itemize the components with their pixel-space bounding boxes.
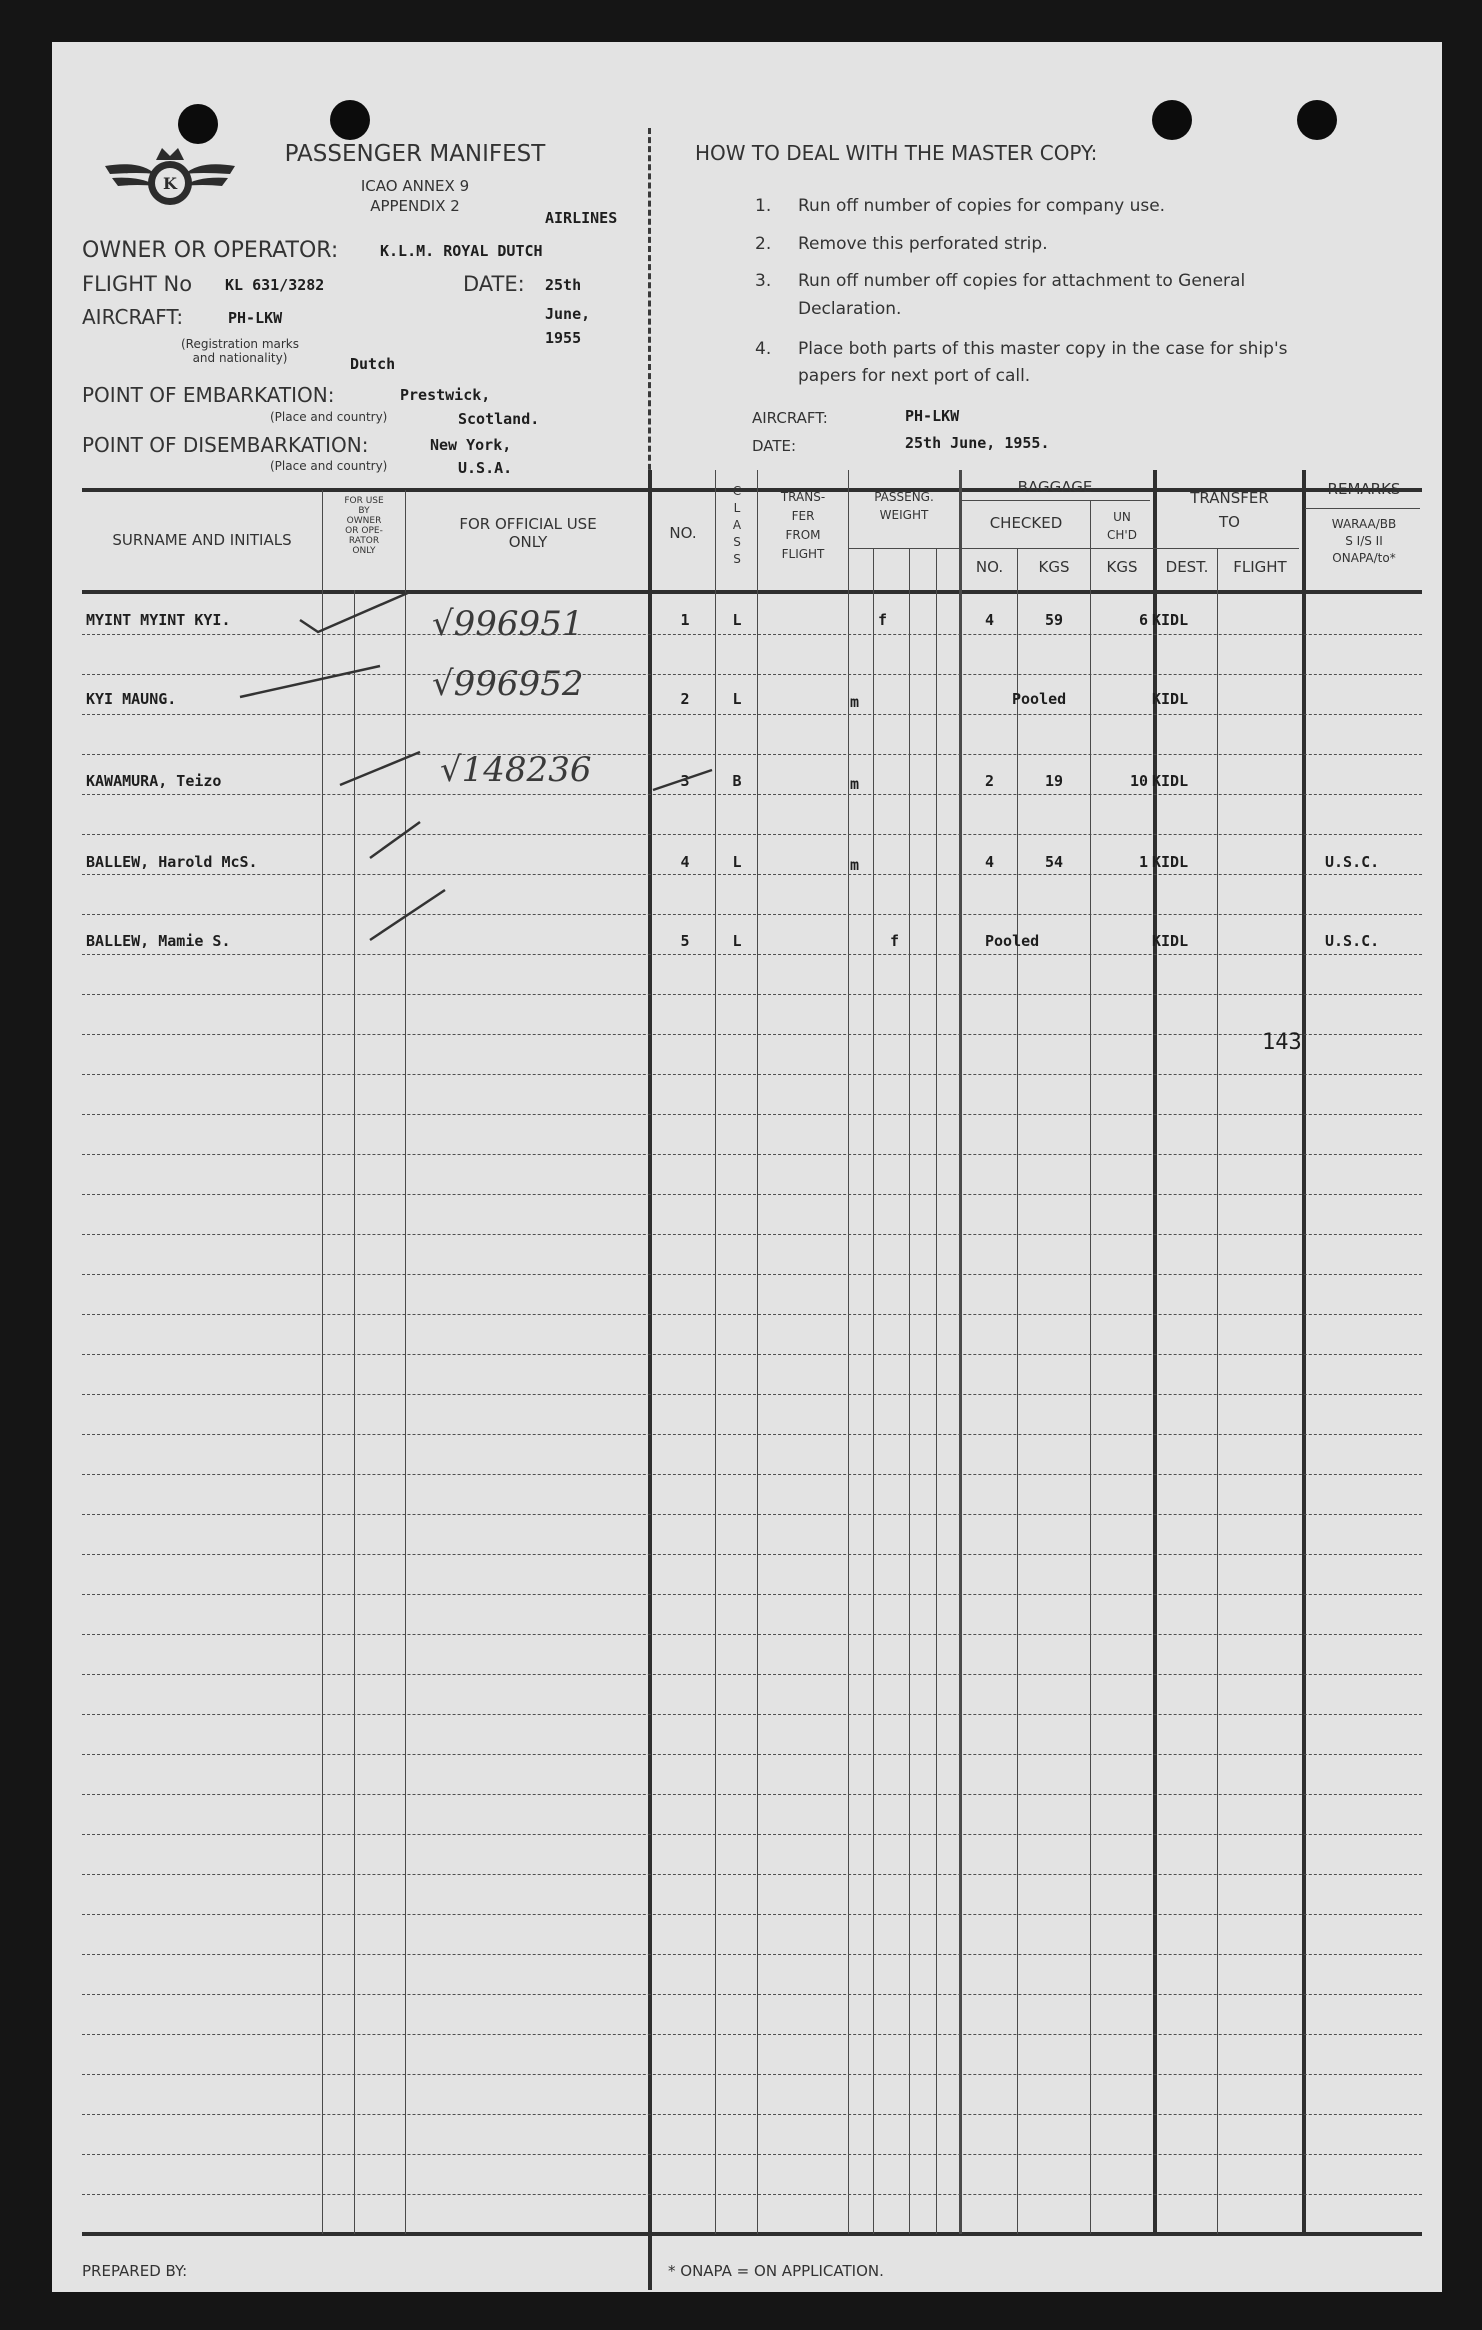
row-rule [82,1914,1422,1915]
aircraft-value: PH-LKW [228,309,283,327]
col-for-use-line: OWNER [346,516,382,526]
passenger-no: 3 [680,772,690,790]
row-rule [82,2114,1422,2115]
instruction-text: Remove this perforated strip. [798,234,1048,254]
instruction-number: 1. [755,196,772,216]
row-rule [82,1114,1422,1115]
row-rule [82,1634,1422,1635]
row-rule [82,2154,1422,2155]
transfer-dest: KIDL [1152,853,1189,871]
row-rule [82,1714,1422,1715]
registration-note-line: (Registration marks [180,337,300,351]
passenger-name: BALLEW, Harold McS. [86,853,258,871]
col-transfer-from-line: FROM [785,528,821,542]
row-rule [82,1074,1422,1075]
baggage-pooled: Pooled [985,932,1040,950]
col-no: NO. [669,524,697,542]
instruction-number: 2. [755,234,772,254]
col-baggage: BAGGAGE [1017,478,1093,496]
instructions-title: HOW TO DEAL WITH THE MASTER COPY: [695,141,1098,165]
transfer-dest: KIDL [1152,690,1189,708]
passenger-class: L [732,853,742,871]
row-rule [82,1234,1422,1235]
col-unchd-line: CH'D [1107,528,1137,542]
date-value-2: June, [545,305,591,323]
passenger-class: L [732,690,742,708]
registration-note-line: and nationality) [192,351,288,365]
col-checked: CHECKED [989,514,1063,532]
date-value-3: 1955 [545,329,582,347]
row-rule [82,1954,1422,1955]
row-rule [82,1474,1422,1475]
col-class-letter: A [732,518,742,532]
right-aircraft-value: PH-LKW [905,407,960,425]
owner-value-2: AIRLINES [545,209,618,227]
col-surname: SURNAME AND INITIALS [112,531,292,549]
passenger-name: KAWAMURA, Teizo [86,772,222,790]
official-number: √996951 [432,604,584,644]
passenger-no: 5 [680,932,690,950]
bag-no: 4 [984,611,995,629]
col-class-letter: S [733,535,741,549]
transfer-dest: KIDL [1152,932,1189,950]
col-unchd-kgs: KGS [1106,558,1138,576]
row-rule [82,1194,1422,1195]
col-flight: FLIGHT [1233,558,1287,576]
col-official-line: ONLY [508,533,548,551]
embarkation-value: Prestwick, [400,386,491,404]
passenger-no: 4 [680,853,690,871]
col-for-use-line: OR OPE- [345,526,383,536]
official-number: √148236 [440,750,592,790]
row-rule [82,2034,1422,2035]
flight-value: KL 631/3282 [225,276,325,294]
row-rule [82,1754,1422,1755]
col-official-line: FOR OFFICIAL USE [459,515,597,533]
instruction-text-continued: papers for next port of call. [798,366,1031,386]
col-remarks-sub-line: WARAA/BB [1331,517,1397,531]
remarks-value: U.S.C. [1325,853,1380,871]
passenger-class: B [732,772,742,790]
svg-text:K: K [163,174,177,193]
icao-annex: ICAO ANNEX 9 [360,177,470,195]
col-bag-no: NO. [975,558,1004,576]
bag-kgs: 59 [1044,611,1064,629]
col-remarks-sub-line: S I/S II [1345,534,1383,548]
col-remarks-sub-line: ONAPA/to* [1332,551,1396,565]
row-rule [82,1514,1422,1515]
col-class-letter: C [732,484,742,498]
row-rule [82,1674,1422,1675]
remarks-value: U.S.C. [1325,932,1380,950]
page-annotation-number: 143 [1262,1030,1302,1055]
appendix: APPENDIX 2 [370,197,460,215]
passenger-weight: m [850,693,860,711]
col-remarks: REMARKS [1327,480,1401,498]
disembarkation-country: U.S.A. [458,459,513,477]
col-unchd-line: UN [1113,510,1131,524]
owner-value: K.L.M. ROYAL DUTCH [380,242,543,260]
col-transfer-to-line: TRANSFER [1190,489,1269,507]
col-dest: DEST. [1165,558,1209,576]
bag-kgs: 54 [1044,853,1064,871]
row-rule [82,2194,1422,2195]
onapa-note: * ONAPA = ON APPLICATION. [668,2262,884,2280]
instruction-text: Run off number of copies for company use. [798,196,1166,216]
instruction-number: 3. [755,271,772,291]
passenger-name: MYINT MYINT KYI. [86,611,231,629]
row-rule [82,1594,1422,1595]
instruction-text-continued: Declaration. [798,299,902,319]
nationality-value: Dutch [350,355,396,373]
row-rule [82,1354,1422,1355]
embarkation-label: POINT OF EMBARKATION: [82,383,335,407]
col-passeng-line: WEIGHT [879,508,929,522]
col-for-use-line: BY [358,506,370,516]
unchd-kgs: 10 [1129,772,1148,790]
row-rule [82,1154,1422,1155]
col-passeng-line: PASSENG. [874,490,934,504]
col-bag-kgs: KGS [1038,558,1070,576]
row-rule [82,1794,1422,1795]
passenger-name: BALLEW, Mamie S. [86,932,231,950]
baggage-pooled: Pooled [1012,690,1067,708]
handwritten-tick-marks [0,0,1482,1000]
passenger-weight: f [890,932,900,950]
passenger-class: L [732,932,742,950]
row-rule [82,1394,1422,1395]
row-rule [82,2074,1422,2075]
col-transfer-from-line: FLIGHT [781,547,825,561]
row-rule [82,1034,1422,1035]
aircraft-label: AIRCRAFT: [82,305,184,329]
row-rule [82,1874,1422,1875]
unchd-kgs: 6 [1138,611,1148,629]
row-rule [82,1314,1422,1315]
col-transfer-to-line: TO [1219,513,1240,531]
flight-label: FLIGHT No [82,272,193,296]
unchd-kgs: 1 [1138,853,1148,871]
col-transfer-from-line: TRANS- [780,490,826,504]
row-rule [82,1554,1422,1555]
passenger-weight: m [850,856,860,874]
passenger-weight: f [878,611,888,629]
place-country-note: (Place and country) [270,459,388,473]
col-transfer-from-line: FER [791,509,815,523]
manifest-title: PASSENGER MANIFEST [284,141,546,167]
right-aircraft-label: AIRCRAFT: [752,409,828,427]
date-value-1: 25th [545,276,582,294]
transfer-dest: KIDL [1152,611,1189,629]
official-number: √996952 [432,664,584,704]
place-country-note: (Place and country) [270,410,388,424]
col-for-use-line: RATOR [348,536,380,546]
right-date-label: DATE: [752,437,797,455]
bag-kgs: 19 [1044,772,1064,790]
passenger-weight: m [850,775,860,793]
disembarkation-value: New York, [430,436,512,454]
instruction-number: 4. [755,339,772,359]
bag-no: 4 [984,853,995,871]
passenger-no: 2 [680,690,690,708]
row-rule [82,1434,1422,1435]
passenger-name: KYI MAUNG. [86,690,177,708]
owner-label: OWNER OR OPERATOR: [82,238,339,263]
prepared-by-label: PREPARED BY: [82,2262,188,2280]
col-for-use-line: ONLY [352,546,376,556]
passenger-class: L [732,611,742,629]
right-date-value: 25th June, 1955. [905,434,1050,452]
instruction-text: Place both parts of this master copy in the case for ship's [798,339,1288,359]
col-for-use-line: FOR USE [344,496,384,506]
instruction-text: Run off number off copies for attachment to General [798,271,1246,291]
disembarkation-label: POINT OF DISEMBARKATION: [82,433,369,457]
date-label: DATE: [463,272,525,296]
embarkation-country: Scotland. [458,410,540,428]
bag-no: 2 [984,772,995,790]
row-rule [82,1274,1422,1275]
row-rule [82,1834,1422,1835]
transfer-dest: KIDL [1152,772,1189,790]
passenger-no: 1 [680,611,690,629]
col-class-letter: L [733,501,741,515]
table-bottom-rule [82,2232,1422,2236]
col-class-letter: S [733,552,741,566]
row-rule [82,1994,1422,1995]
